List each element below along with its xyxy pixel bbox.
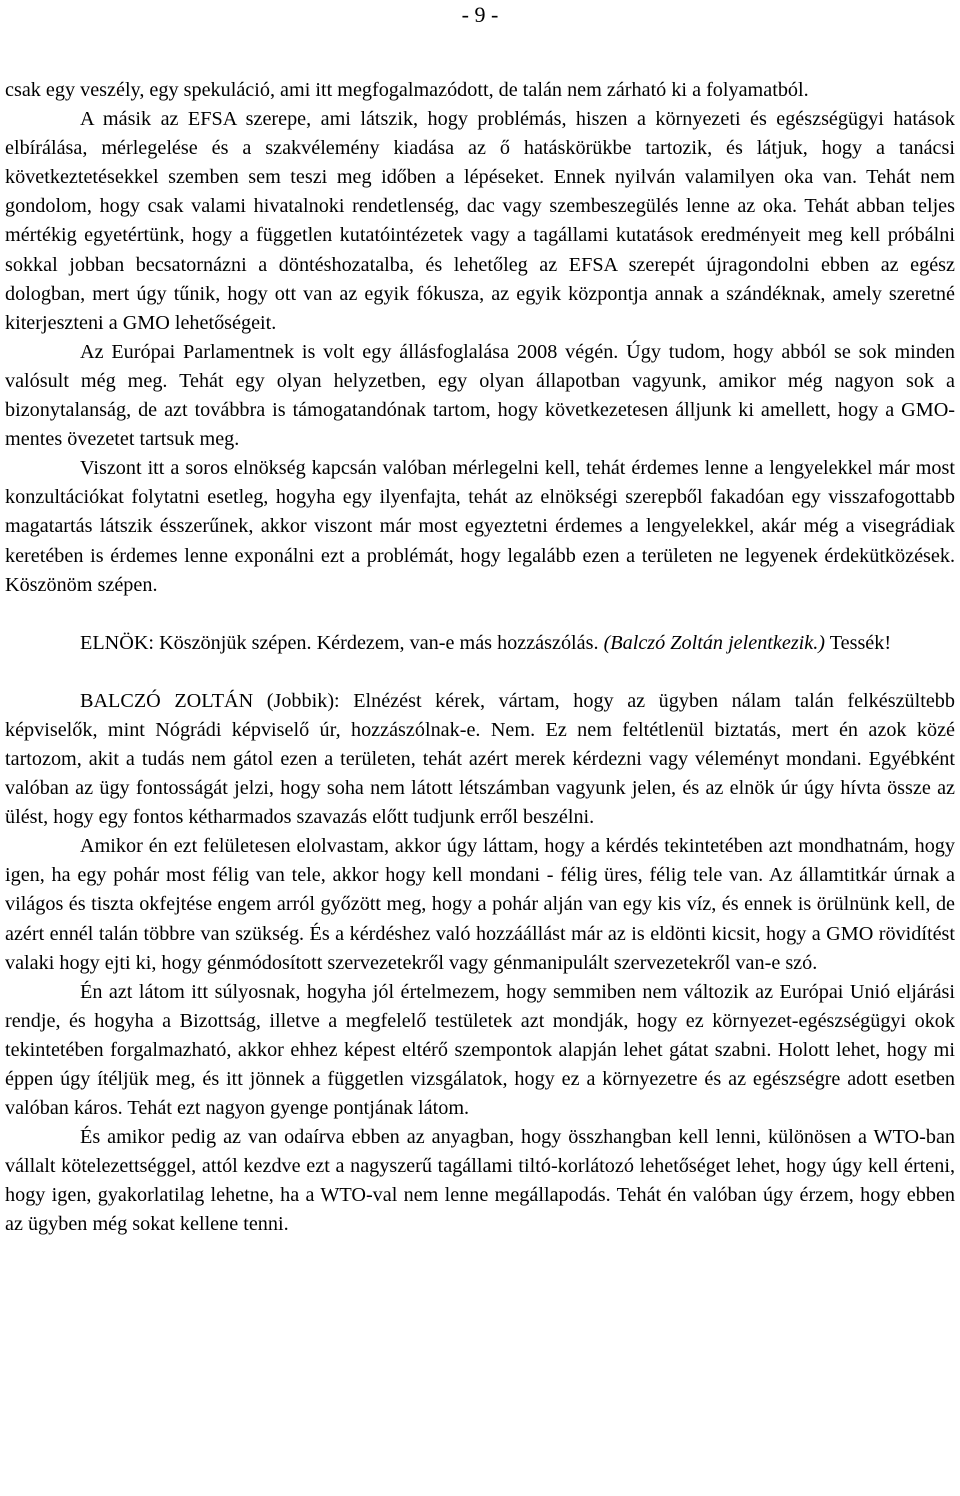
paragraph: A másik az EFSA szerepe, ami látszik, hogy problémás, hiszen a környezeti és egészségügyi hatások elbírálása, mérlegelése és a szakvélemény kiadása az ő hatáskörükbe tartozik, és látjuk, hogy a tanácsi következtetésekkel szemben sem teszi meg időben a lépéseket. Ennek nyilván valamilyen oka van. Tehát nem gondolom, hogy csak valami hivatalnoki rendetlenség, dac vagy szembeszegülés lenne az oka. Tehát abban teljes mértékig egyetértünk, hogy a független kutatóintézetek vagy a tagállami kutatások eredményeit meg kell próbálni sokkal jobban becsatornázni a döntéshozatalba, és lehetőleg az EFSA szerepét újragondolni ebben az egész dologban, mert úgy tűnik, hogy ott van az egyik fókusza, az egyik központja annak a szándéknak, amely szeretné kiterjeszteni a GMO lehetőségeit. [5, 108, 955, 334]
page-number: - 9 - [461, 2, 499, 27]
paragraph: És amikor pedig az van odaírva ebben az anyagban, hogy összhangban kell lenni, különösen a WTO-ban vállalt kötelezettséggel, attól kezdve ezt a nagyszerű tagállami tiltó-korlátozó lehetőséget lehet, hogy úgy kell érteni, hogy igen, gyakorlatilag lehetne, ha a WTO-val nem lenne megállapodás. Tehát én valóban úgy érzem, hogy ebben az ügyben még sokat kellene tenni. [5, 1126, 955, 1236]
speaker-name: ELNÖK: [80, 631, 155, 654]
remark-text: Tessék! [825, 631, 892, 654]
speaker-paragraph [5, 687, 955, 832]
stage-direction: (Balczó Zoltán jelentkezik.) [603, 631, 826, 654]
paragraph: Az Európai Parlamentnek is volt egy állásfoglalása 2008 végén. Úgy tudom, hogy abból se sok minden valósult még meg. Tehát egy olyan helyzetben, egy olyan állapotban vagyunk, amikor még nagyon sok a bizonytalanság, de azt továbbra is támogatandónak tartom, hogy következetesen álljunk ki amellett, hogy a GMO-mentes övezetet tartsuk meg. [5, 340, 955, 451]
speech-text: Elnézést kérek, vártam, hogy az ügyben nálam talán felkészültebb képviselők, mint Nógrádi képviselő úr, hozzászólnak-e. Nem. Ez nem feltétlenül biztatás, mert én azok közé tartozom, akit a tudás nem gátol ezen a területen, tehát azért merek kérdezni vagy véleményt mondani. Egyébként valóban az ügy fontosságát jelzi, hogy soha nem látott létszámban vagyunk jelen, és az elnök úr úgy hívta össze az ülést, hogy egy fontos kétharmados szavazás előtt tudjunk erről beszélni. [5, 689, 955, 829]
paragraph: csak egy veszély, egy spekuláció, ami itt megfogalmazódott, de talán nem zárható ki a folyamatból. [5, 79, 809, 101]
remark-text: Köszönjük szépen. Kérdezem, van-e más hozzászólás. [154, 631, 604, 654]
chair-remark [5, 629, 955, 658]
paragraph: Viszont itt a soros elnökség kapcsán valóban mérlegelni kell, tehát érdemes lenne a lengyelekkel már most konzultációkat folytatni esetleg, hogyha egy ilyenfajta, tehát az elnökségi szerepből fakadóan egy visszafogottabb magatartás látszik ésszerűnek, akkor viszont már most egyeztetni érdemes a lengyelekkel, akár még a visegrádiak keretében is érdemes lenne exponálni ezt a problémát, hogy legalább ezen a területen ne legyenek érdekütközések. Köszönöm szépen. [5, 457, 955, 596]
speaker-name: BALCZÓ ZOLTÁN (Jobbik): [80, 689, 340, 712]
paragraph: Amikor én ezt felületesen elolvastam, akkor úgy láttam, hogy a kérdés tekintetében azt mondhatnám, hogy igen, ha egy pohár most félig van tele, akkor hogy kell mondani - félig üres, félig tele van. Az államtitkár úrnak a világos és tiszta okfejtése engem arról győzött meg, hogy a pohár alján van egy kis víz, és ennek is örülnünk kell, de azért ennél talán többre van szükség. És a kérdéshez való hozzáállást már az is eldönti kicsit, hogy a GMO rövidítést valaki hogy ejti ki, hogy génmódosított szervezetekről vagy génmanipulált szervezetekről van-e szó. [5, 835, 955, 974]
paragraph: Én azt látom itt súlyosnak, hogyha jól értelmezem, hogy semmiben nem változik az Európai Unió eljárási rendje, és hogyha a Bizottság, illetve a megfelelő testületek azt mondják, hogy ez környezet-egészségügyi okok tekintetében forgalmazható, akkor ehhez képest eltérő szempontok alapján lehet gátat szabni. Holott lehet, hogy mi éppen úgy ítéljük meg, és itt jönnek a független vizsgálatok, hogy ez a környezetre és az egészségre adott esetben valóban káros. Tehát ezt nagyon gyenge pontjának látom. [5, 980, 955, 1120]
document-body [5, 76, 955, 1240]
